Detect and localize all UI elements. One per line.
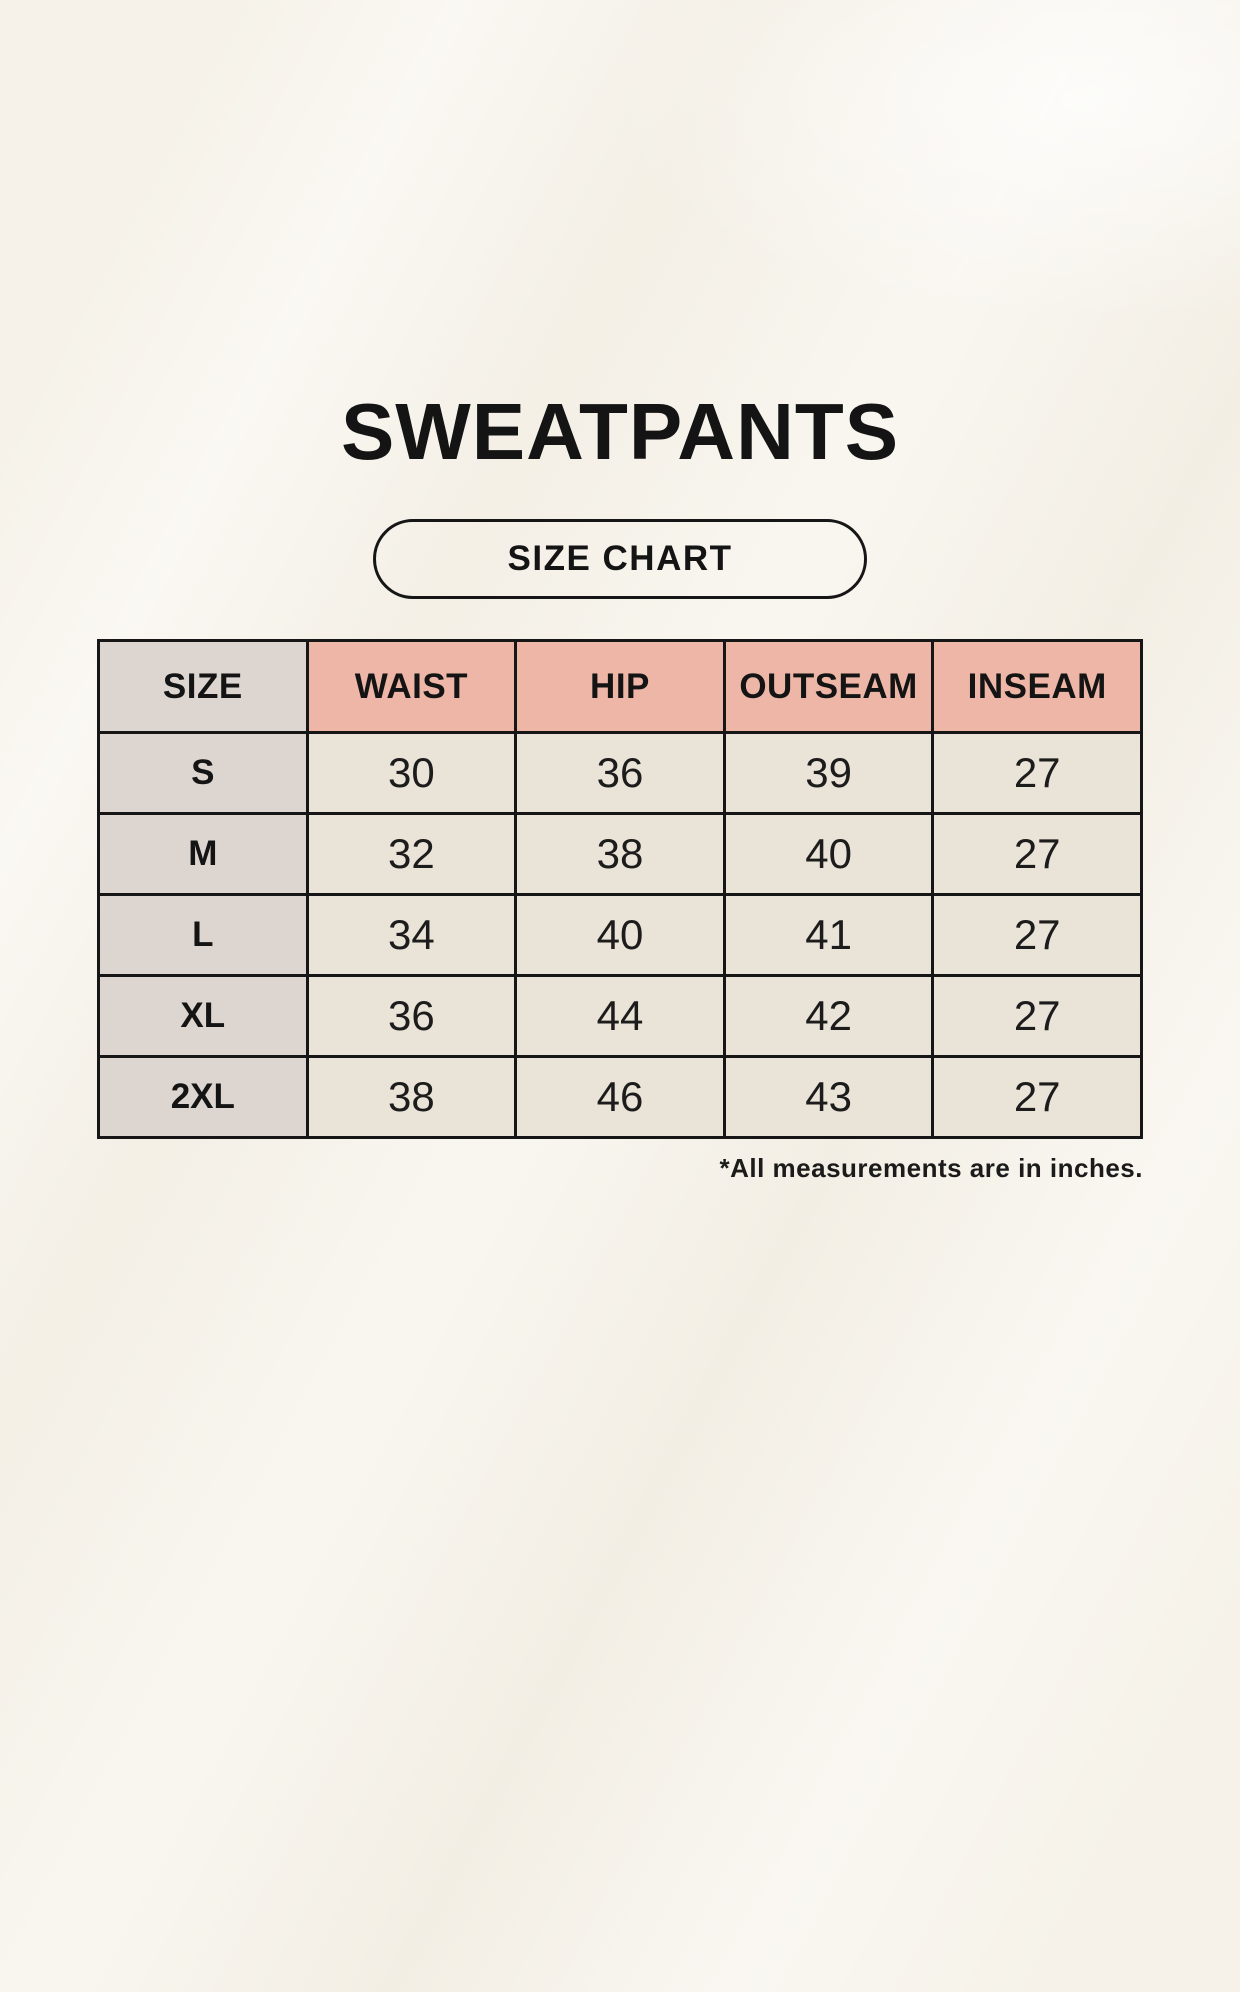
- size-chart-badge-label: SIZE CHART: [507, 539, 733, 578]
- column-header-size: SIZE: [99, 641, 308, 733]
- waist-cell: 32: [307, 814, 516, 895]
- inseam-cell: 27: [933, 733, 1142, 814]
- table-header-row: [99, 641, 1142, 733]
- size-chart-graphic: [97, 387, 1143, 1184]
- outseam-cell: 41: [724, 895, 933, 976]
- inseam-cell: 27: [933, 814, 1142, 895]
- waist-cell: 36: [307, 976, 516, 1057]
- size-cell: XL: [99, 976, 308, 1057]
- outseam-cell: 40: [724, 814, 933, 895]
- outseam-cell: 42: [724, 976, 933, 1057]
- outseam-cell: 39: [724, 733, 933, 814]
- size-cell: L: [99, 895, 308, 976]
- inseam-cell: 27: [933, 976, 1142, 1057]
- size-cell: 2XL: [99, 1057, 308, 1138]
- size-cell: M: [99, 814, 308, 895]
- inseam-cell: 27: [933, 1057, 1142, 1138]
- waist-cell: 38: [307, 1057, 516, 1138]
- hip-cell: 38: [516, 814, 725, 895]
- hip-cell: 40: [516, 895, 725, 976]
- column-header-waist: WAIST: [307, 641, 516, 733]
- outseam-cell: 43: [724, 1057, 933, 1138]
- table-row-2xl: [99, 1057, 1142, 1138]
- size-table: [97, 639, 1143, 1139]
- page-title: SWEATPANTS: [340, 387, 900, 476]
- hip-cell: 46: [516, 1057, 725, 1138]
- column-header-inseam: INSEAM: [933, 641, 1142, 733]
- measurements-note: *All measurements are in inches.: [719, 1153, 1143, 1183]
- table-row-m: [99, 814, 1142, 895]
- table-row-s: [99, 733, 1142, 814]
- table-row-xl: [99, 976, 1142, 1057]
- size-cell: S: [99, 733, 308, 814]
- waist-cell: 34: [307, 895, 516, 976]
- column-header-hip: HIP: [516, 641, 725, 733]
- inseam-cell: 27: [933, 895, 1142, 976]
- table-row-l: [99, 895, 1142, 976]
- size-chart-badge: [373, 519, 867, 599]
- hip-cell: 44: [516, 976, 725, 1057]
- column-header-outseam: OUTSEAM: [724, 641, 933, 733]
- hip-cell: 36: [516, 733, 725, 814]
- waist-cell: 30: [307, 733, 516, 814]
